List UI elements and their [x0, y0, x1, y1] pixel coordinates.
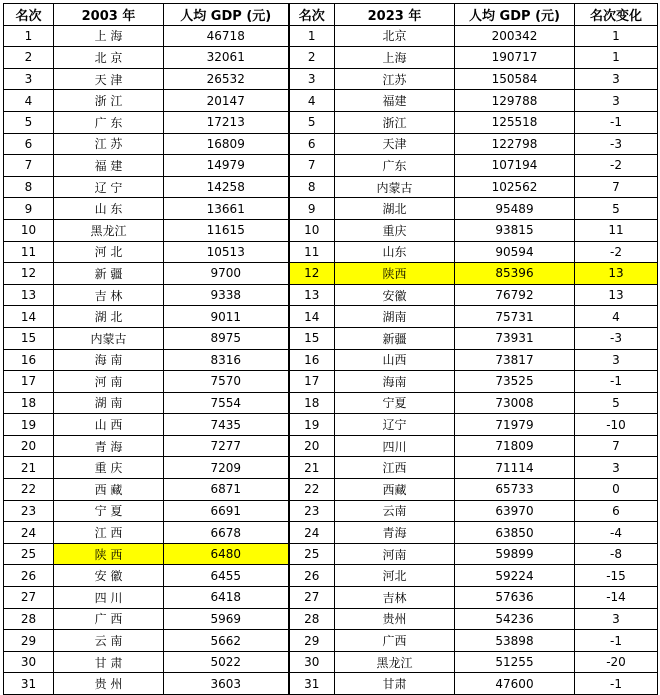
- header-province-2003: 2003 年: [54, 4, 164, 26]
- rank-change-cell: 3: [575, 457, 658, 479]
- rank-2023-cell: 16: [289, 349, 335, 371]
- rank-2023-cell: 21: [289, 457, 335, 479]
- province-2023-cell: 江苏: [335, 68, 455, 90]
- gdp-2023-cell: 63970: [455, 500, 575, 522]
- gdp-2023-cell: 129788: [455, 90, 575, 112]
- header-rank-2023: 名次: [289, 4, 335, 26]
- gdp-2023-cell: 53898: [455, 630, 575, 652]
- rank-change-cell: 3: [575, 349, 658, 371]
- rank-change-cell: 3: [575, 90, 658, 112]
- gdp-2003-cell: 11615: [164, 219, 289, 241]
- gdp-2023-cell: 63850: [455, 522, 575, 544]
- rank-2023-cell: 27: [289, 587, 335, 609]
- rank-change-cell: -8: [575, 543, 658, 565]
- gdp-2023-cell: 51255: [455, 651, 575, 673]
- rank-change-cell: 5: [575, 198, 658, 220]
- table-row: [4, 219, 658, 241]
- rank-2023-cell: 17: [289, 371, 335, 393]
- rank-2003-cell: 15: [4, 327, 54, 349]
- province-2023-cell: 内蒙古: [335, 176, 455, 198]
- province-2003-cell: 河 南: [54, 371, 164, 393]
- rank-change-cell: -2: [575, 155, 658, 177]
- gdp-2023-cell: 73525: [455, 371, 575, 393]
- gdp-2023-cell: 71114: [455, 457, 575, 479]
- rank-2023-cell: 7: [289, 155, 335, 177]
- rank-change-cell: 6: [575, 500, 658, 522]
- rank-2003-cell: 27: [4, 587, 54, 609]
- gdp-2003-cell: 6691: [164, 500, 289, 522]
- rank-2003-cell: 6: [4, 133, 54, 155]
- province-2003-cell: 新 疆: [54, 263, 164, 285]
- rank-change-cell: -1: [575, 673, 658, 695]
- rank-change-cell: 3: [575, 608, 658, 630]
- rank-2023-cell: 1: [289, 25, 335, 47]
- province-2023-cell: 北京: [335, 25, 455, 47]
- table-row: [4, 543, 658, 565]
- rank-2003-cell: 17: [4, 371, 54, 393]
- rank-2023-cell: 14: [289, 306, 335, 328]
- gdp-2003-cell: 9700: [164, 263, 289, 285]
- province-2003-cell: 甘 肃: [54, 651, 164, 673]
- rank-change-cell: -1: [575, 111, 658, 133]
- province-2003-cell: 广 东: [54, 111, 164, 133]
- table-row: [4, 371, 658, 393]
- province-2023-cell: 海南: [335, 371, 455, 393]
- rank-change-cell: 5: [575, 392, 658, 414]
- gdp-2003-cell: 7209: [164, 457, 289, 479]
- rank-2023-cell: 25: [289, 543, 335, 565]
- table-row: [4, 651, 658, 673]
- gdp-2003-cell: 6480: [164, 543, 289, 565]
- rank-2003-cell: 13: [4, 284, 54, 306]
- table-row: [4, 349, 658, 371]
- header-rank-change: 名次变化: [575, 4, 658, 26]
- rank-2023-cell: 31: [289, 673, 335, 695]
- province-2003-cell: 西 藏: [54, 479, 164, 501]
- province-2023-cell: 安徽: [335, 284, 455, 306]
- gdp-2023-cell: 122798: [455, 133, 575, 155]
- rank-2023-cell: 15: [289, 327, 335, 349]
- province-2003-cell: 青 海: [54, 435, 164, 457]
- province-2023-cell: 福建: [335, 90, 455, 112]
- gdp-2003-cell: 14979: [164, 155, 289, 177]
- rank-change-cell: -10: [575, 414, 658, 436]
- rank-2023-cell: 2: [289, 47, 335, 69]
- gdp-2003-cell: 7435: [164, 414, 289, 436]
- province-2003-cell: 湖 南: [54, 392, 164, 414]
- rank-change-cell: 7: [575, 435, 658, 457]
- header-gdp-2003: 人均 GDP (元): [164, 4, 289, 26]
- rank-2023-cell: 11: [289, 241, 335, 263]
- province-2003-cell: 贵 州: [54, 673, 164, 695]
- province-2023-cell: 浙江: [335, 111, 455, 133]
- province-2003-cell: 河 北: [54, 241, 164, 263]
- gdp-2003-cell: 6678: [164, 522, 289, 544]
- rank-2023-cell: 24: [289, 522, 335, 544]
- gdp-2023-cell: 57636: [455, 587, 575, 609]
- rank-change-cell: 7: [575, 176, 658, 198]
- province-2023-cell: 湖北: [335, 198, 455, 220]
- table-row: [4, 306, 658, 328]
- rank-2023-cell: 3: [289, 68, 335, 90]
- gdp-2003-cell: 7570: [164, 371, 289, 393]
- province-2023-cell: 河南: [335, 543, 455, 565]
- province-2023-cell: 辽宁: [335, 414, 455, 436]
- gdp-2023-cell: 71979: [455, 414, 575, 436]
- table-row: [4, 435, 658, 457]
- gdp-2003-cell: 26532: [164, 68, 289, 90]
- province-2003-cell: 江 西: [54, 522, 164, 544]
- table-row: [4, 176, 658, 198]
- province-2023-cell: 陕西: [335, 263, 455, 285]
- table-row: [4, 155, 658, 177]
- province-2023-cell: 上海: [335, 47, 455, 69]
- gdp-2003-cell: 5662: [164, 630, 289, 652]
- rank-2023-cell: 5: [289, 111, 335, 133]
- rank-change-cell: 3: [575, 68, 658, 90]
- gdp-2023-cell: 65733: [455, 479, 575, 501]
- province-2003-cell: 福 建: [54, 155, 164, 177]
- rank-2003-cell: 14: [4, 306, 54, 328]
- rank-change-cell: 0: [575, 479, 658, 501]
- rank-2003-cell: 29: [4, 630, 54, 652]
- province-2003-cell: 四 川: [54, 587, 164, 609]
- province-2023-cell: 广东: [335, 155, 455, 177]
- province-2003-cell: 黑龙江: [54, 219, 164, 241]
- rank-2023-cell: 26: [289, 565, 335, 587]
- province-2023-cell: 四川: [335, 435, 455, 457]
- rank-2003-cell: 24: [4, 522, 54, 544]
- table-row: [4, 500, 658, 522]
- gdp-2023-cell: 59224: [455, 565, 575, 587]
- province-2023-cell: 黑龙江: [335, 651, 455, 673]
- rank-2023-cell: 22: [289, 479, 335, 501]
- header-gdp-2023: 人均 GDP (元): [455, 4, 575, 26]
- province-2023-cell: 广西: [335, 630, 455, 652]
- province-2003-cell: 宁 夏: [54, 500, 164, 522]
- province-2023-cell: 西藏: [335, 479, 455, 501]
- gdp-2023-cell: 71809: [455, 435, 575, 457]
- table-row: [4, 133, 658, 155]
- rank-2003-cell: 16: [4, 349, 54, 371]
- province-2023-cell: 湖南: [335, 306, 455, 328]
- gdp-2003-cell: 13661: [164, 198, 289, 220]
- gdp-2003-cell: 10513: [164, 241, 289, 263]
- province-2003-cell: 吉 林: [54, 284, 164, 306]
- province-2023-cell: 江西: [335, 457, 455, 479]
- province-2003-cell: 云 南: [54, 630, 164, 652]
- rank-change-cell: -1: [575, 371, 658, 393]
- rank-2003-cell: 31: [4, 673, 54, 695]
- gdp-2023-cell: 90594: [455, 241, 575, 263]
- province-2023-cell: 吉林: [335, 587, 455, 609]
- gdp-2003-cell: 3603: [164, 673, 289, 695]
- gdp-2023-cell: 75731: [455, 306, 575, 328]
- province-2023-cell: 甘肃: [335, 673, 455, 695]
- rank-2023-cell: 20: [289, 435, 335, 457]
- gdp-2003-cell: 9011: [164, 306, 289, 328]
- rank-2003-cell: 9: [4, 198, 54, 220]
- province-2023-cell: 宁夏: [335, 392, 455, 414]
- rank-change-cell: -20: [575, 651, 658, 673]
- rank-change-cell: -4: [575, 522, 658, 544]
- gdp-2023-cell: 125518: [455, 111, 575, 133]
- rank-2023-cell: 4: [289, 90, 335, 112]
- rank-change-cell: -1: [575, 630, 658, 652]
- table-row: [4, 90, 658, 112]
- gdp-2003-cell: 9338: [164, 284, 289, 306]
- rank-2023-cell: 8: [289, 176, 335, 198]
- rank-2003-cell: 30: [4, 651, 54, 673]
- rank-2023-cell: 28: [289, 608, 335, 630]
- gdp-2023-cell: 59899: [455, 543, 575, 565]
- province-2003-cell: 辽 宁: [54, 176, 164, 198]
- gdp-2023-cell: 73817: [455, 349, 575, 371]
- rank-change-cell: -15: [575, 565, 658, 587]
- gdp-2023-cell: 150584: [455, 68, 575, 90]
- rank-2003-cell: 3: [4, 68, 54, 90]
- table-row: [4, 608, 658, 630]
- rank-2023-cell: 23: [289, 500, 335, 522]
- gdp-2003-cell: 8316: [164, 349, 289, 371]
- rank-2003-cell: 20: [4, 435, 54, 457]
- rank-2003-cell: 28: [4, 608, 54, 630]
- gdp-2023-cell: 190717: [455, 47, 575, 69]
- header-row: [4, 4, 658, 26]
- rank-2023-cell: 12: [289, 263, 335, 285]
- rank-2003-cell: 25: [4, 543, 54, 565]
- rank-change-cell: -14: [575, 587, 658, 609]
- gdp-2003-cell: 6455: [164, 565, 289, 587]
- rank-change-cell: 1: [575, 47, 658, 69]
- rank-change-cell: 13: [575, 284, 658, 306]
- province-2003-cell: 浙 江: [54, 90, 164, 112]
- province-2023-cell: 云南: [335, 500, 455, 522]
- province-2023-cell: 重庆: [335, 219, 455, 241]
- gdp-2023-cell: 93815: [455, 219, 575, 241]
- gdp-2003-cell: 5969: [164, 608, 289, 630]
- gdp-2003-cell: 7554: [164, 392, 289, 414]
- rank-2003-cell: 5: [4, 111, 54, 133]
- rank-change-cell: -2: [575, 241, 658, 263]
- province-2003-cell: 上 海: [54, 25, 164, 47]
- rank-2023-cell: 19: [289, 414, 335, 436]
- province-2003-cell: 陕 西: [54, 543, 164, 565]
- rank-2003-cell: 10: [4, 219, 54, 241]
- table-row: [4, 327, 658, 349]
- province-2003-cell: 安 徽: [54, 565, 164, 587]
- province-2023-cell: 贵州: [335, 608, 455, 630]
- rank-2023-cell: 13: [289, 284, 335, 306]
- table-row: [4, 414, 658, 436]
- gdp-2003-cell: 14258: [164, 176, 289, 198]
- header-province-2023: 2023 年: [335, 4, 455, 26]
- table-row: [4, 25, 658, 47]
- table-row: [4, 198, 658, 220]
- header-rank-2003: 名次: [4, 4, 54, 26]
- gdp-2003-cell: 17213: [164, 111, 289, 133]
- rank-change-cell: -3: [575, 133, 658, 155]
- gdp-2003-cell: 46718: [164, 25, 289, 47]
- gdp-2023-cell: 73931: [455, 327, 575, 349]
- table-row: [4, 630, 658, 652]
- gdp-2023-cell: 95489: [455, 198, 575, 220]
- rank-2023-cell: 29: [289, 630, 335, 652]
- rank-2003-cell: 8: [4, 176, 54, 198]
- rank-change-cell: 4: [575, 306, 658, 328]
- table-row: [4, 241, 658, 263]
- gdp-2023-cell: 102562: [455, 176, 575, 198]
- rank-2003-cell: 19: [4, 414, 54, 436]
- table-body: [4, 25, 658, 694]
- province-2003-cell: 山 东: [54, 198, 164, 220]
- gdp-2023-cell: 200342: [455, 25, 575, 47]
- table-row: [4, 392, 658, 414]
- gdp-2023-cell: 54236: [455, 608, 575, 630]
- province-2003-cell: 山 西: [54, 414, 164, 436]
- rank-2003-cell: 22: [4, 479, 54, 501]
- rank-2003-cell: 26: [4, 565, 54, 587]
- gdp-2003-cell: 6871: [164, 479, 289, 501]
- province-2003-cell: 海 南: [54, 349, 164, 371]
- gdp-ranking-table-wrapper: [3, 3, 658, 695]
- province-2003-cell: 天 津: [54, 68, 164, 90]
- table-row: [4, 673, 658, 695]
- gdp-2023-cell: 85396: [455, 263, 575, 285]
- rank-2003-cell: 18: [4, 392, 54, 414]
- gdp-2003-cell: 20147: [164, 90, 289, 112]
- province-2023-cell: 山西: [335, 349, 455, 371]
- rank-2023-cell: 10: [289, 219, 335, 241]
- gdp-ranking-table: [3, 3, 658, 695]
- table-row: [4, 522, 658, 544]
- table-row: [4, 68, 658, 90]
- table-row: [4, 457, 658, 479]
- gdp-2003-cell: 16809: [164, 133, 289, 155]
- province-2003-cell: 内蒙古: [54, 327, 164, 349]
- rank-2023-cell: 18: [289, 392, 335, 414]
- table-row: [4, 565, 658, 587]
- rank-2023-cell: 30: [289, 651, 335, 673]
- province-2023-cell: 河北: [335, 565, 455, 587]
- rank-change-cell: 1: [575, 25, 658, 47]
- gdp-2023-cell: 47600: [455, 673, 575, 695]
- gdp-2003-cell: 32061: [164, 47, 289, 69]
- province-2003-cell: 湖 北: [54, 306, 164, 328]
- province-2003-cell: 广 西: [54, 608, 164, 630]
- gdp-2023-cell: 76792: [455, 284, 575, 306]
- rank-change-cell: -3: [575, 327, 658, 349]
- gdp-2003-cell: 6418: [164, 587, 289, 609]
- table-row: [4, 479, 658, 501]
- rank-2003-cell: 4: [4, 90, 54, 112]
- province-2023-cell: 青海: [335, 522, 455, 544]
- rank-change-cell: 11: [575, 219, 658, 241]
- gdp-2003-cell: 5022: [164, 651, 289, 673]
- rank-2003-cell: 21: [4, 457, 54, 479]
- rank-2003-cell: 1: [4, 25, 54, 47]
- rank-2023-cell: 9: [289, 198, 335, 220]
- province-2003-cell: 重 庆: [54, 457, 164, 479]
- table-row: [4, 263, 658, 285]
- rank-2003-cell: 2: [4, 47, 54, 69]
- province-2003-cell: 北 京: [54, 47, 164, 69]
- province-2023-cell: 天津: [335, 133, 455, 155]
- table-row: [4, 111, 658, 133]
- gdp-2003-cell: 8975: [164, 327, 289, 349]
- province-2023-cell: 山东: [335, 241, 455, 263]
- rank-2023-cell: 6: [289, 133, 335, 155]
- table-row: [4, 587, 658, 609]
- province-2023-cell: 新疆: [335, 327, 455, 349]
- gdp-2023-cell: 107194: [455, 155, 575, 177]
- rank-2003-cell: 23: [4, 500, 54, 522]
- table-row: [4, 47, 658, 69]
- rank-2003-cell: 7: [4, 155, 54, 177]
- gdp-2023-cell: 73008: [455, 392, 575, 414]
- table-row: [4, 284, 658, 306]
- gdp-2003-cell: 7277: [164, 435, 289, 457]
- province-2003-cell: 江 苏: [54, 133, 164, 155]
- rank-2003-cell: 12: [4, 263, 54, 285]
- rank-2003-cell: 11: [4, 241, 54, 263]
- rank-change-cell: 13: [575, 263, 658, 285]
